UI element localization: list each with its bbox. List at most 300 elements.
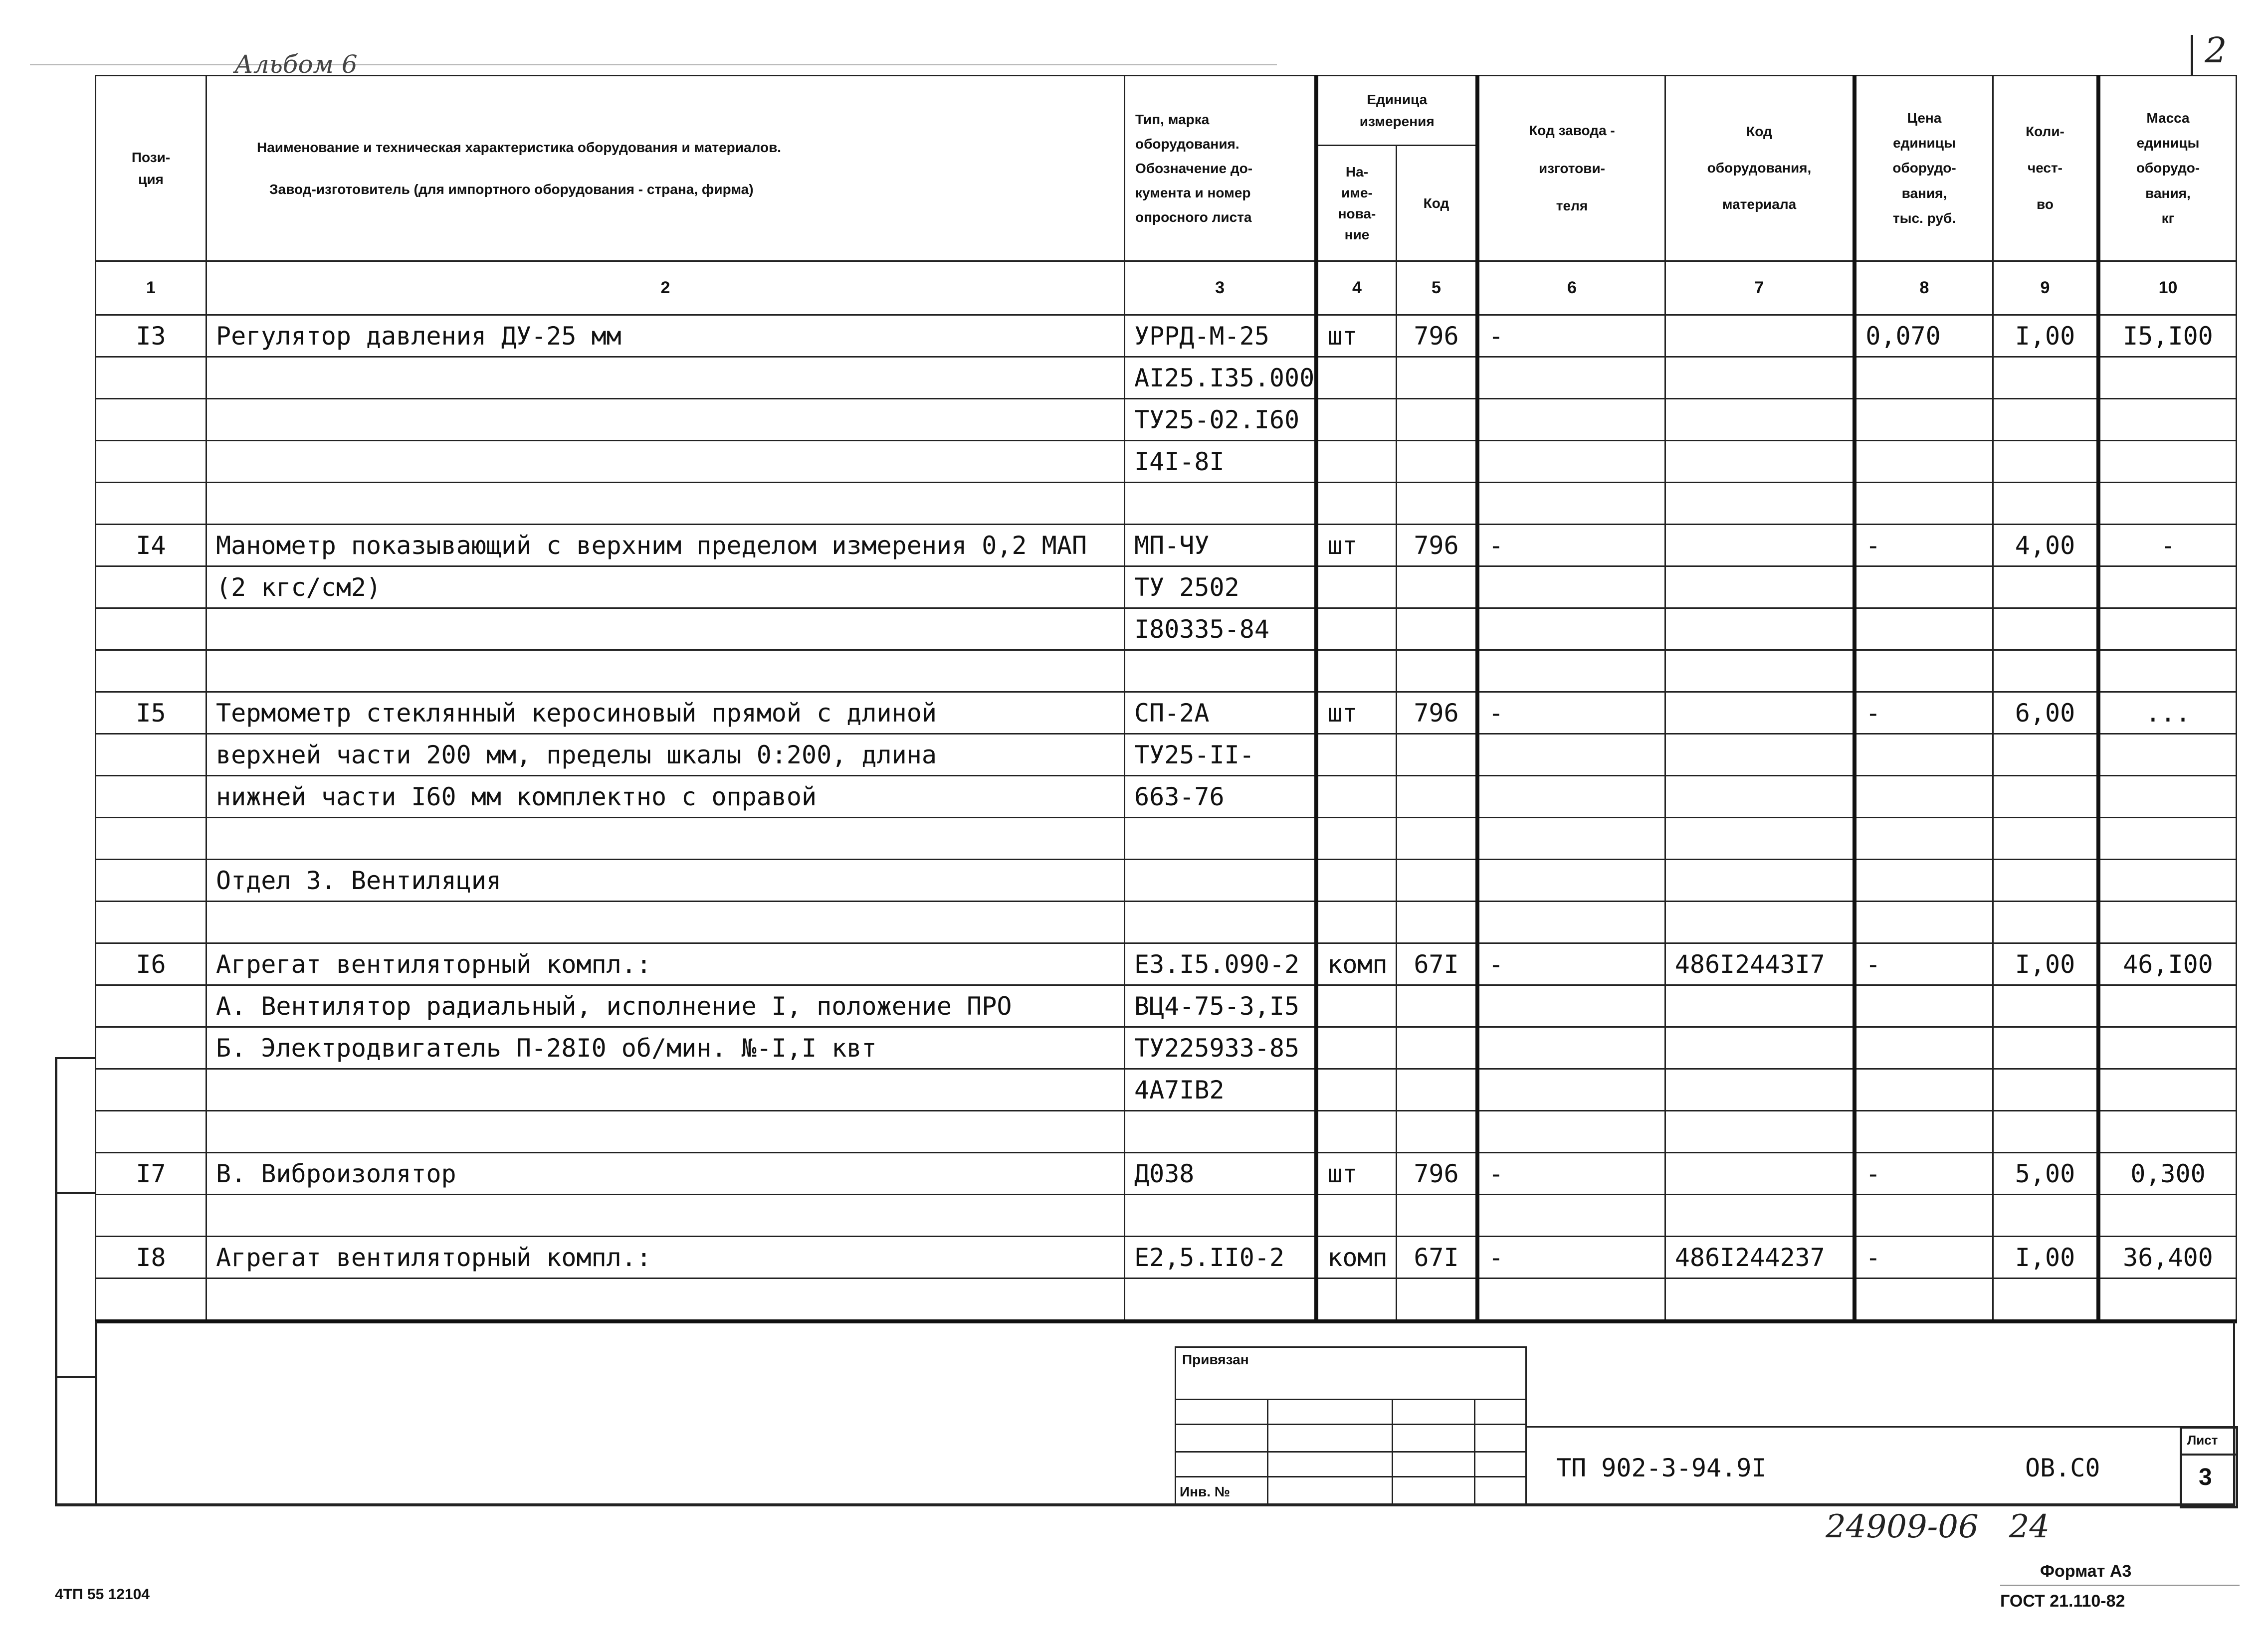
cell-unit-code: 796 [1396, 1153, 1477, 1195]
sheet-number: 3 [2199, 1464, 2212, 1490]
cell-unit-code [1396, 734, 1477, 776]
cell-maker-code [1477, 441, 1665, 483]
cell-maker-code [1477, 1027, 1665, 1069]
cell-unit [1316, 441, 1396, 483]
cell-mass [2098, 1027, 2236, 1069]
header-position: Пози- ция [96, 76, 206, 261]
cell-position: I3 [96, 315, 206, 357]
cell-quantity [1993, 818, 2098, 860]
cell-position [96, 860, 206, 902]
cell-name [206, 818, 1125, 860]
cell-mass: 46,I00 [2098, 943, 2236, 985]
binding-margin-tick [55, 1057, 95, 1059]
cell-position [96, 483, 206, 525]
cell-equipment-code [1665, 1027, 1855, 1069]
cell-unit-code [1396, 1027, 1477, 1069]
table-row [96, 525, 2237, 566]
table-row [96, 902, 2237, 943]
table-row [96, 357, 2237, 399]
cell-unit [1316, 776, 1396, 818]
cell-quantity: I,00 [1993, 1237, 2098, 1279]
cell-equipment-code [1665, 1111, 1855, 1153]
document-code: ТП 902-3-94.9I [1556, 1454, 1767, 1482]
cell-maker-code [1477, 1069, 1665, 1111]
cell-unit-code [1396, 399, 1477, 441]
cell-position [96, 608, 206, 650]
cell-position: I5 [96, 692, 206, 734]
cell-type: ТУ 2502 [1125, 566, 1317, 608]
cell-unit-code: 796 [1396, 692, 1477, 734]
cell-mass [2098, 1111, 2236, 1153]
cell-position: I4 [96, 525, 206, 566]
frame-left-line [95, 1321, 97, 1506]
cell-name: Агрегат вентиляторный компл.: [206, 943, 1125, 985]
binding-margin-line [55, 1057, 57, 1506]
table-row [96, 315, 2237, 357]
cell-mass: 36,400 [2098, 1237, 2236, 1279]
cell-equipment-code [1665, 860, 1855, 902]
cell-position [96, 1027, 206, 1069]
cell-quantity [1993, 608, 2098, 650]
cell-name: Регулятор давления ДУ-25 мм [206, 315, 1125, 357]
cell-mass [2098, 1279, 2236, 1322]
cell-mass [2098, 985, 2236, 1027]
gost-label: ГОСТ 21.110-82 [2000, 1592, 2125, 1611]
cell-type: УРРД-М-25 [1125, 315, 1317, 357]
cell-equipment-code: 486I2443I7 [1665, 943, 1855, 985]
table-row [96, 399, 2237, 441]
cell-maker-code [1477, 483, 1665, 525]
cell-position [96, 902, 206, 943]
cell-type [1125, 1279, 1317, 1322]
header-maker-code: Код завода - изготови- теля [1477, 76, 1665, 261]
cell-price: - [1855, 943, 1993, 985]
cell-position [96, 650, 206, 692]
cell-type: I80335-84 [1125, 608, 1317, 650]
cell-price [1855, 1195, 1993, 1237]
cell-unit [1316, 818, 1396, 860]
cell-mass: 0,300 [2098, 1153, 2236, 1195]
cell-quantity [1993, 776, 2098, 818]
format-underline [2000, 1585, 2240, 1586]
cell-mass [2098, 441, 2236, 483]
cell-maker-code [1477, 985, 1665, 1027]
cell-equipment-code [1665, 692, 1855, 734]
table-row [96, 608, 2237, 650]
cell-quantity [1993, 902, 2098, 943]
cell-unit-code: 67I [1396, 1237, 1477, 1279]
cell-unit: комп [1316, 943, 1396, 985]
top-scribble: Альбом 6 [234, 50, 358, 79]
table-row [96, 441, 2237, 483]
column-number: 8 [1855, 261, 1993, 315]
cell-maker-code [1477, 860, 1665, 902]
cell-position: I6 [96, 943, 206, 985]
cell-maker-code [1477, 357, 1665, 399]
cell-mass [2098, 818, 2236, 860]
top-faint-line [30, 64, 1277, 65]
table-row [96, 776, 2237, 818]
cell-maker-code [1477, 734, 1665, 776]
cell-quantity: I,00 [1993, 943, 2098, 985]
cell-position [96, 1195, 206, 1237]
cell-unit-code: 67I [1396, 943, 1477, 985]
inventory-label: Инв. № [1180, 1484, 1231, 1499]
specification-table [95, 75, 2237, 1323]
cell-price: - [1855, 692, 1993, 734]
cell-name [206, 441, 1125, 483]
cell-maker-code [1477, 776, 1665, 818]
cell-unit-code [1396, 1069, 1477, 1111]
cell-position: I8 [96, 1237, 206, 1279]
cell-name [206, 357, 1125, 399]
cell-position [96, 399, 206, 441]
cell-quantity [1993, 566, 2098, 608]
cell-maker-code: - [1477, 315, 1665, 357]
cell-price: - [1855, 1237, 1993, 1279]
table-row [96, 566, 2237, 608]
cell-mass [2098, 650, 2236, 692]
cell-unit-code [1396, 357, 1477, 399]
cell-name: (2 кгс/см2) [206, 566, 1125, 608]
cell-price [1855, 1027, 1993, 1069]
cell-equipment-code [1665, 1153, 1855, 1195]
cell-price [1855, 776, 1993, 818]
cell-maker-code [1477, 650, 1665, 692]
cell-unit [1316, 734, 1396, 776]
cell-maker-code: - [1477, 1153, 1665, 1195]
cell-quantity: 4,00 [1993, 525, 2098, 566]
cell-mass [2098, 399, 2236, 441]
cell-equipment-code [1665, 608, 1855, 650]
cell-unit: шт [1316, 692, 1396, 734]
cell-mass [2098, 1195, 2236, 1237]
cell-mass [2098, 860, 2236, 902]
cell-equipment-code [1665, 902, 1855, 943]
column-number: 5 [1396, 261, 1477, 315]
cell-quantity [1993, 399, 2098, 441]
cell-mass: I5,I00 [2098, 315, 2236, 357]
header-unit-name: На- име- нова- ние [1316, 146, 1396, 261]
cell-equipment-code [1665, 776, 1855, 818]
header-row-1 [96, 76, 2237, 146]
cell-quantity [1993, 357, 2098, 399]
cell-mass [2098, 776, 2236, 818]
cell-price [1855, 608, 1993, 650]
cell-unit [1316, 650, 1396, 692]
cell-price [1855, 441, 1993, 483]
cell-price [1855, 399, 1993, 441]
frame-corner-line [2191, 35, 2193, 75]
cell-unit: комп [1316, 1237, 1396, 1279]
cell-unit-code [1396, 776, 1477, 818]
cell-unit [1316, 1069, 1396, 1111]
table-row [96, 483, 2237, 525]
cell-type: I4I-8I [1125, 441, 1317, 483]
cell-quantity [1993, 650, 2098, 692]
table-row [96, 1195, 2237, 1237]
cell-unit [1316, 1195, 1396, 1237]
table-row [96, 1153, 2237, 1195]
cell-quantity [1993, 483, 2098, 525]
cell-type: Е3.I5.090-2 [1125, 943, 1317, 985]
cell-type: ТУ25-II- [1125, 734, 1317, 776]
table-row [96, 692, 2237, 734]
cell-type: 663-76 [1125, 776, 1317, 818]
cell-unit-code: 796 [1396, 525, 1477, 566]
table-row [96, 1069, 2237, 1111]
cell-quantity: 6,00 [1993, 692, 2098, 734]
cell-unit [1316, 1279, 1396, 1322]
cell-equipment-code [1665, 399, 1855, 441]
column-number: 7 [1665, 261, 1855, 315]
sheet-code: ОВ.С0 [2025, 1454, 2100, 1482]
cell-position [96, 357, 206, 399]
cell-type: 4А7IВ2 [1125, 1069, 1317, 1111]
cell-mass: - [2098, 525, 2236, 566]
corner-mark: 2 [2205, 30, 2227, 71]
cell-unit-code [1396, 1195, 1477, 1237]
header-mass: Масса единицы оборудо- вания, кг [2098, 76, 2236, 261]
table-row [96, 985, 2237, 1027]
cell-equipment-code [1665, 441, 1855, 483]
cell-equipment-code: 486I244237 [1665, 1237, 1855, 1279]
cell-unit-code [1396, 902, 1477, 943]
cell-name [206, 483, 1125, 525]
cell-unit-code [1396, 441, 1477, 483]
cell-name [206, 1111, 1125, 1153]
column-number: 2 [206, 261, 1125, 315]
cell-name [206, 650, 1125, 692]
linked-label: Привязан [1182, 1352, 1249, 1367]
header-unit-group: Единица измерения [1316, 76, 1477, 146]
cell-quantity [1993, 441, 2098, 483]
cell-unit [1316, 483, 1396, 525]
cell-type [1125, 1195, 1317, 1237]
cell-equipment-code [1665, 650, 1855, 692]
cell-unit-code [1396, 818, 1477, 860]
stamp-vline [1392, 1399, 1393, 1503]
cell-price [1855, 1069, 1993, 1111]
cell-maker-code [1477, 818, 1665, 860]
cell-price [1855, 1111, 1993, 1153]
cell-equipment-code [1665, 734, 1855, 776]
cell-type [1125, 860, 1317, 902]
cell-unit-code [1396, 483, 1477, 525]
cell-type: СП-2А [1125, 692, 1317, 734]
cell-mass [2098, 357, 2236, 399]
frame-bottom-line [55, 1503, 2233, 1506]
header-unit-code: Код [1396, 146, 1477, 261]
cell-quantity [1993, 1069, 2098, 1111]
cell-unit-code [1396, 1111, 1477, 1153]
cell-name [206, 1279, 1125, 1322]
format-label: Формат А3 [2040, 1562, 2132, 1581]
cell-equipment-code [1665, 566, 1855, 608]
table-row [96, 1111, 2237, 1153]
cell-name [206, 1069, 1125, 1111]
column-number: 3 [1125, 261, 1317, 315]
cell-unit-code [1396, 566, 1477, 608]
cell-quantity: 5,00 [1993, 1153, 2098, 1195]
cell-name [206, 902, 1125, 943]
cell-mass [2098, 566, 2236, 608]
cell-equipment-code [1665, 1279, 1855, 1322]
cell-name: Термометр стеклянный керосиновый прямой с длиной [206, 692, 1125, 734]
cell-maker-code [1477, 608, 1665, 650]
sheet-box-line [2180, 1454, 2236, 1456]
cell-mass [2098, 1069, 2236, 1111]
cell-name: Б. Электродвигатель П-28I0 об/мин. №-I,I квт [206, 1027, 1125, 1069]
binding-margin-tick [55, 1376, 95, 1378]
cell-name: верхней части 200 мм, пределы шкалы 0:200, длина [206, 734, 1125, 776]
column-number: 10 [2098, 261, 2236, 315]
column-number: 9 [1993, 261, 2098, 315]
column-number: 4 [1316, 261, 1396, 315]
cell-type: ТУ225933-85 [1125, 1027, 1317, 1069]
column-number-row [96, 261, 2237, 315]
table-row [96, 1027, 2237, 1069]
stamp-vline [1474, 1399, 1475, 1503]
cell-maker-code [1477, 902, 1665, 943]
cell-position [96, 566, 206, 608]
cell-quantity [1993, 1279, 2098, 1322]
header-type: Тип, марка оборудования. Обозначение до- кумента и номер опросного листа [1125, 76, 1317, 261]
table-row [96, 650, 2237, 692]
table-row [96, 943, 2237, 985]
cell-maker-code: - [1477, 1237, 1665, 1279]
cell-price: - [1855, 1153, 1993, 1195]
cell-position [96, 818, 206, 860]
cell-type: Д038 [1125, 1153, 1317, 1195]
cell-maker-code: - [1477, 692, 1665, 734]
cell-equipment-code [1665, 1069, 1855, 1111]
cell-name [206, 1195, 1125, 1237]
stamp-vline [1267, 1399, 1268, 1503]
header-quantity: Коли- чест- во [1993, 76, 2098, 261]
cell-price [1855, 985, 1993, 1027]
cell-mass [2098, 608, 2236, 650]
cell-position [96, 1111, 206, 1153]
cell-maker-code [1477, 399, 1665, 441]
cell-quantity [1993, 734, 2098, 776]
cell-unit [1316, 399, 1396, 441]
cell-equipment-code [1665, 818, 1855, 860]
cell-price: - [1855, 525, 1993, 566]
table-row [96, 818, 2237, 860]
cell-equipment-code [1665, 525, 1855, 566]
cell-equipment-code [1665, 315, 1855, 357]
cell-maker-code: - [1477, 525, 1665, 566]
cell-unit [1316, 902, 1396, 943]
cell-type [1125, 902, 1317, 943]
cell-unit: шт [1316, 1153, 1396, 1195]
cell-quantity: I,00 [1993, 315, 2098, 357]
binding-margin-tick [55, 1192, 95, 1194]
cell-unit-code [1396, 1279, 1477, 1322]
cell-equipment-code [1665, 483, 1855, 525]
table-row [96, 734, 2237, 776]
cell-price [1855, 650, 1993, 692]
cell-price [1855, 1279, 1993, 1322]
cell-price [1855, 860, 1993, 902]
cell-unit: шт [1316, 315, 1396, 357]
cell-position [96, 734, 206, 776]
table-row [96, 1237, 2237, 1279]
cell-unit [1316, 985, 1396, 1027]
table-row [96, 860, 2237, 902]
cell-position [96, 441, 206, 483]
cell-price [1855, 902, 1993, 943]
cell-name: В. Виброизолятор [206, 1153, 1125, 1195]
cell-type [1125, 1111, 1317, 1153]
docblock-line [1525, 1426, 2234, 1428]
cell-type [1125, 483, 1317, 525]
cell-maker-code: - [1477, 943, 1665, 985]
cell-name: Манометр показывающий с верхним пределом измерения 0,2 МАП [206, 525, 1125, 566]
cell-type: МП-ЧУ [1125, 525, 1317, 566]
cell-maker-code [1477, 566, 1665, 608]
cell-type: АI25.I35.000 [1125, 357, 1317, 399]
cell-name: нижней части I60 мм комплектно с оправой [206, 776, 1125, 818]
cell-price: 0,070 [1855, 315, 1993, 357]
table-row [96, 1279, 2237, 1322]
cell-type: Е2,5.II0-2 [1125, 1237, 1317, 1279]
cell-unit [1316, 860, 1396, 902]
cell-name: Агрегат вентиляторный компл.: [206, 1237, 1125, 1279]
cell-unit [1316, 1027, 1396, 1069]
cell-mass [2098, 483, 2236, 525]
cell-name [206, 399, 1125, 441]
cell-price [1855, 734, 1993, 776]
cell-unit [1316, 566, 1396, 608]
cell-position [96, 985, 206, 1027]
cell-price [1855, 818, 1993, 860]
sheet-label: Лист [2187, 1433, 2218, 1448]
column-number: 6 [1477, 261, 1665, 315]
cell-price [1855, 566, 1993, 608]
cell-name [206, 608, 1125, 650]
cell-unit-code [1396, 985, 1477, 1027]
column-number: 1 [96, 261, 206, 315]
bottom-left-code: 4ТП 55 12104 [55, 1586, 150, 1603]
cell-quantity [1993, 1027, 2098, 1069]
cell-position: I7 [96, 1153, 206, 1195]
cell-quantity [1993, 860, 2098, 902]
header-price: Цена единицы оборудо- вания, тыс. руб. [1855, 76, 1993, 261]
cell-position [96, 1069, 206, 1111]
cell-unit-code [1396, 608, 1477, 650]
specification-body [96, 315, 2237, 1322]
cell-unit-code [1396, 860, 1477, 902]
cell-equipment-code [1665, 1195, 1855, 1237]
header-equipment-code: Код оборудования, материала [1665, 76, 1855, 261]
cell-type [1125, 818, 1317, 860]
cell-equipment-code [1665, 985, 1855, 1027]
cell-quantity [1993, 985, 2098, 1027]
handwritten-number: 24909-06 24 [1826, 1508, 2050, 1545]
cell-name: Отдел 3. Вентиляция [206, 860, 1125, 902]
cell-maker-code [1477, 1195, 1665, 1237]
cell-position [96, 776, 206, 818]
cell-unit [1316, 608, 1396, 650]
cell-price [1855, 483, 1993, 525]
header-name: Наименование и техническая характеристика оборудования и материалов. Завод-изготовитель (для импортного оборудования - страна, фирма) [206, 76, 1125, 261]
cell-name: А. Вентилятор радиальный, исполнение I, положение ПРО [206, 985, 1125, 1027]
cell-maker-code [1477, 1279, 1665, 1322]
cell-type: ТУ25-02.I60 [1125, 399, 1317, 441]
cell-unit [1316, 1111, 1396, 1153]
